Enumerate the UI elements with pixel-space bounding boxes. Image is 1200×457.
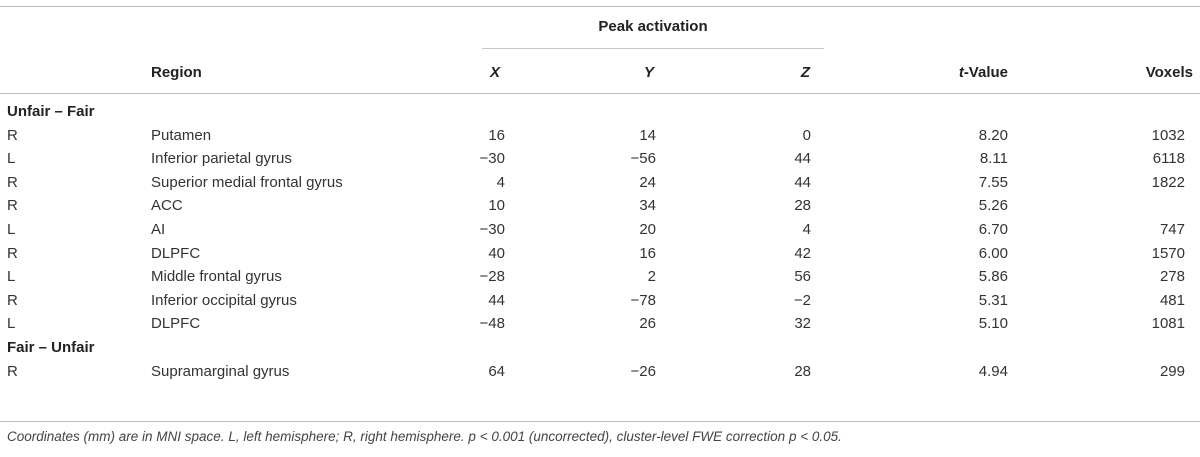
cell-voxels: 1822 [1151,173,1185,191]
cell-x: −48 [479,315,505,333]
cell-t-value: 8.20 [978,126,1008,144]
header-t-italic: t [958,64,964,81]
cell-hemisphere: L [7,315,16,333]
cell-x: 10 [488,197,505,215]
cell-region: DLPFC [151,244,201,262]
cell-region: Putamen [151,126,212,144]
cell-hemisphere: L [7,221,16,238]
cell-region: DLPFC [151,315,201,333]
cell-z: −2 [793,291,811,309]
cell-voxels: 747 [1159,221,1185,238]
cell-voxels: 1081 [1151,315,1185,333]
cell-z: 4 [802,221,811,238]
cell-x: 40 [488,244,505,262]
cell-hemisphere: R [7,362,18,380]
cell-t-value: 6.70 [978,221,1008,238]
cell-hemisphere: R [7,244,18,262]
table-footnote: Coordinates (mm) are in MNI space. L, left hemisphere; R, right hemisphere. p < 0.001 (uncorrected), cluster-level FWE correction p < 0.05. [7,429,842,444]
cell-region: Middle frontal gyrus [151,268,282,286]
cell-y: −78 [630,291,656,309]
cell-y: 24 [639,173,656,191]
cell-t-value: 5.86 [978,268,1008,286]
cell-region: AI [151,221,166,238]
cell-z: 56 [794,268,811,286]
cell-z: 28 [794,197,811,215]
cell-region: Superior medial frontal gyrus [151,173,343,191]
cell-y: 34 [639,197,656,215]
cell-x: −30 [479,221,505,238]
header-region: Region [151,64,202,81]
cell-y: −26 [630,362,656,380]
cell-z: 0 [802,126,811,144]
cell-y: 14 [639,126,656,144]
group-header-peak-activation: Peak activation [598,18,708,35]
cell-hemisphere: L [7,268,16,286]
cell-x: 44 [488,291,505,309]
cell-x: 4 [496,173,505,191]
section-label: Fair – Unfair [7,339,95,356]
cell-voxels: 1032 [1151,126,1185,144]
cell-t-value: 5.31 [978,291,1008,309]
cell-x: −30 [479,150,505,168]
cell-y: 26 [639,315,656,333]
cell-t-value: 8.11 [979,150,1008,168]
cell-t-value: 6.00 [978,244,1008,262]
cell-z: 44 [794,173,811,191]
header-t-value [908,63,1008,83]
cell-y: −56 [630,150,656,168]
cell-voxels: 6118 [1152,150,1185,168]
cell-region: Inferior occipital gyrus [151,291,297,309]
cell-z: 28 [794,362,811,380]
top-rule [0,6,1200,7]
cell-t-value: 7.55 [978,173,1008,191]
cell-x: −28 [479,268,505,286]
cell-region: Supramarginal gyrus [151,362,290,380]
cell-z: 42 [794,244,811,262]
header-y: Y [643,64,654,81]
cell-hemisphere: R [7,126,18,144]
cell-voxels: 1570 [1151,244,1185,262]
cell-voxels: 278 [1159,268,1185,286]
section-label: Unfair – Fair [7,103,95,120]
cell-y: 20 [639,221,656,238]
cell-y: 2 [647,268,656,286]
cell-hemisphere: R [7,291,18,309]
header-x: X [489,64,500,81]
header-rule [0,93,1200,94]
group-header-underline [482,48,824,49]
cell-z: 32 [794,315,811,333]
cell-t-value: 5.26 [978,197,1008,215]
cell-hemisphere: R [7,173,18,191]
cell-voxels: 481 [1159,291,1185,309]
cell-hemisphere: R [7,197,18,215]
bottom-rule [0,421,1200,422]
cell-y: 16 [639,244,656,262]
cell-t-value: 4.94 [978,362,1008,380]
cell-voxels: 299 [1159,362,1185,380]
header-voxels: Voxels [1145,64,1193,81]
cell-region: Inferior parietal gyrus [151,150,292,168]
cell-x: 64 [488,362,505,380]
cell-x: 16 [488,126,505,144]
header-z: Z [800,64,810,81]
cell-t-value: 5.10 [978,315,1008,333]
cell-z: 44 [794,150,811,168]
cell-hemisphere: L [7,150,16,168]
cell-region: ACC [151,197,183,215]
header-t-rest: -Value [963,64,1008,81]
